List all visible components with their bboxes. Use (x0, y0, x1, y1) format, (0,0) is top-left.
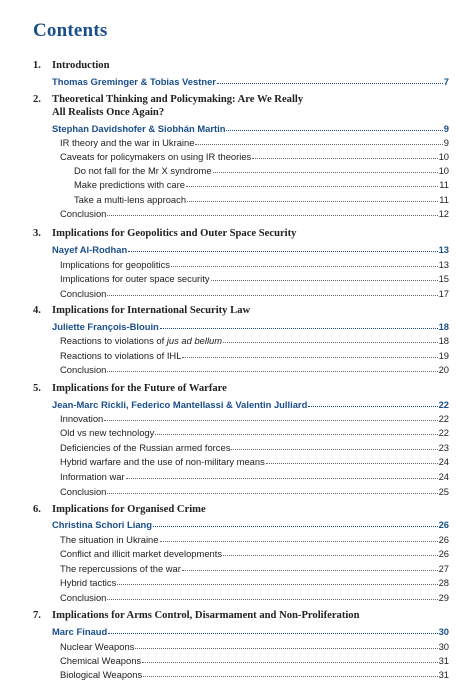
dot-leader (211, 280, 438, 281)
page-number: 31 (438, 669, 449, 680)
dot-leader (143, 676, 437, 677)
toc-entry[interactable] (60, 424, 449, 438)
toc-entry[interactable] (60, 652, 449, 666)
toc-entry[interactable] (60, 347, 449, 361)
dot-leader (308, 406, 437, 407)
section-heading (33, 609, 449, 623)
toc-entry[interactable] (60, 332, 449, 346)
toc-entry[interactable] (60, 531, 449, 545)
toc-entry[interactable] (60, 638, 449, 652)
page-number: 17 (438, 288, 449, 299)
entry-label: Do not fall for the Mr X syndrome (74, 165, 212, 176)
dot-leader (223, 555, 438, 556)
dot-leader (107, 215, 437, 216)
page-number: 7 (443, 76, 449, 87)
dot-leader (160, 541, 438, 542)
authors-label: Juliette François-Blouin (52, 321, 159, 332)
authors-label: Nayef Al-Rodhan (52, 244, 128, 255)
authors-label: Christina Schori Liang (52, 519, 153, 530)
toc-entry[interactable] (60, 666, 449, 680)
page-number: 20 (438, 364, 449, 375)
entry-label: The situation in Ukraine (60, 534, 159, 545)
toc-entry[interactable] (60, 410, 449, 424)
authors-label: Jean-Marc Rickli, Federico Mantellassi & Valentin Julliard (52, 399, 308, 410)
entry-label: Conclusion (60, 208, 107, 219)
section-heading (33, 59, 449, 73)
section-title-continued (52, 106, 449, 120)
dot-leader (107, 493, 437, 494)
entry-label (60, 335, 222, 346)
toc-entry[interactable] (60, 453, 449, 467)
section-title: Introduction (52, 60, 110, 71)
entry-label: Biological Weapons (60, 669, 143, 680)
toc-entry[interactable] (60, 589, 449, 603)
dot-leader (182, 570, 438, 571)
entry-label-italic: jus ad bellum (166, 335, 223, 346)
section-title: Implications for Arms Control, Disarmament and Non-Proliferation (52, 610, 360, 621)
page-number: 9 (443, 123, 449, 134)
section-number: 4. (33, 305, 41, 316)
dot-leader (213, 172, 438, 173)
page-number: 29 (438, 592, 449, 603)
entry-label: Innovation (60, 413, 104, 424)
section-title: Implications for Organised Crime (52, 504, 206, 515)
page-number: 9 (443, 137, 449, 148)
page-number: 12 (438, 208, 449, 219)
page-number: 11 (439, 194, 449, 205)
section-heading (33, 93, 449, 107)
dot-leader (223, 342, 437, 343)
toc-entry[interactable] (60, 361, 449, 375)
dot-leader (231, 449, 437, 450)
toc-entry[interactable] (60, 468, 449, 482)
toc-entry[interactable] (60, 205, 449, 219)
page-number: 24 (438, 471, 449, 482)
section-number: 5. (33, 383, 41, 394)
dot-leader (142, 662, 437, 663)
toc-entry[interactable] (60, 483, 449, 497)
dot-leader (117, 584, 437, 585)
entry-label: Conclusion (60, 364, 107, 375)
entry-label: Old vs new technology (60, 427, 155, 438)
dot-leader (108, 633, 437, 634)
page-number: 31 (438, 655, 449, 666)
toc-entry[interactable] (60, 256, 449, 270)
page-title: Contents (33, 20, 108, 41)
page-number: 22 (438, 399, 449, 410)
page-number: 26 (438, 519, 449, 530)
page-number: 13 (438, 259, 449, 270)
entry-label: Conflict and illicit market developments (60, 548, 223, 559)
toc-entry[interactable] (60, 560, 449, 574)
entry-label: Conclusion (60, 288, 107, 299)
toc-entry[interactable] (60, 545, 449, 559)
page-number: 22 (438, 427, 449, 438)
toc-entry[interactable] (60, 285, 449, 299)
page-number: 28 (438, 577, 449, 588)
dot-leader (252, 158, 437, 159)
authors-label: Thomas Greminger & Tobias Vestner (52, 76, 216, 87)
entry-label: Hybrid warfare and the use of non-military means (60, 456, 265, 467)
toc-entry-authors[interactable] (52, 120, 449, 134)
dot-leader (186, 186, 438, 187)
dot-leader (128, 251, 437, 252)
page-number: 30 (438, 641, 449, 652)
page-number: 11 (439, 179, 449, 190)
entry-label: Deficiencies of the Russian armed forces (60, 442, 231, 453)
dot-leader (155, 434, 437, 435)
dot-leader (182, 357, 437, 358)
toc-entry-authors[interactable] (52, 396, 449, 410)
toc-entry-authors[interactable] (52, 623, 449, 637)
dot-leader (226, 130, 442, 131)
page-number: 10 (438, 151, 449, 162)
page-number: 18 (438, 321, 449, 332)
entry-label: The repercussions of the war (60, 563, 181, 574)
entry-label: Reactions to violations of IHL (60, 350, 182, 361)
toc-entry[interactable] (60, 134, 449, 148)
dot-leader (126, 478, 438, 479)
toc-entry[interactable] (60, 148, 449, 162)
section-title: Implications for the Future of Warfare (52, 383, 227, 394)
toc-entry[interactable] (60, 439, 449, 453)
section-title: Implications for International Security Law (52, 305, 251, 316)
entry-label: Implications for outer space security (60, 273, 210, 284)
section-title: Implications for Geopolitics and Outer Space Security (52, 228, 297, 239)
toc-entry[interactable] (60, 270, 449, 284)
page-number: 22 (438, 413, 449, 424)
toc-entry[interactable] (60, 574, 449, 588)
section-number: 1. (33, 60, 41, 71)
toc-entry[interactable] (74, 176, 449, 190)
entry-label: Implications for geopolitics (60, 259, 170, 270)
page-number: 30 (438, 626, 449, 637)
section-title: Theoretical Thinking and Policymaking: Are We Really (52, 94, 304, 105)
dot-leader (153, 526, 438, 527)
section-number: 7. (33, 610, 41, 621)
entry-label: Chemical Weapons (60, 655, 142, 666)
entry-label: Information war (60, 471, 125, 482)
entry-label: Take a multi-lens approach (74, 194, 187, 205)
dot-leader (187, 201, 438, 202)
section-title-cont: All Realists Once Again? (52, 107, 165, 118)
page-number: 25 (438, 486, 449, 497)
entry-label: Make predictions with care (74, 179, 185, 190)
section-number: 6. (33, 504, 41, 515)
entry-label: Hybrid tactics (60, 577, 117, 588)
section-number: 2. (33, 94, 41, 105)
toc-entry-authors[interactable] (52, 516, 449, 530)
page-number: 19 (438, 350, 449, 361)
toc-entry[interactable] (74, 162, 449, 176)
page-number: 27 (438, 563, 449, 574)
page-number: 13 (438, 244, 449, 255)
section-heading (33, 382, 449, 396)
page-number: 15 (438, 273, 449, 284)
section-heading (33, 503, 449, 517)
dot-leader (107, 371, 437, 372)
page-number: 18 (438, 335, 449, 346)
authors-label: Marc Finaud (52, 626, 108, 637)
entry-label: Nuclear Weapons (60, 641, 135, 652)
dot-leader (107, 295, 437, 296)
entry-label: Conclusion (60, 592, 107, 603)
page-number: 10 (438, 165, 449, 176)
dot-leader (171, 266, 438, 267)
page-number: 26 (438, 548, 449, 559)
dot-leader (107, 599, 437, 600)
dot-leader (266, 463, 438, 464)
authors-label: Stephan Davidshofer & Siobhán Martin (52, 123, 226, 134)
entry-label: Caveats for policymakers on using IR theories (60, 151, 252, 162)
dot-leader (217, 83, 443, 84)
page-number: 23 (438, 442, 449, 453)
page-number: 26 (438, 534, 449, 545)
entry-label: Conclusion (60, 486, 107, 497)
dot-leader (160, 328, 438, 329)
section-heading (33, 227, 449, 241)
entry-label: IR theory and the war in Ukraine (60, 137, 195, 148)
toc-entry-authors[interactable] (52, 318, 449, 332)
dot-leader (195, 144, 442, 145)
section-heading (33, 304, 449, 318)
page-number: 24 (438, 456, 449, 467)
toc-entry-authors[interactable] (52, 241, 449, 255)
toc-entry-authors[interactable] (52, 73, 449, 87)
dot-leader (135, 648, 437, 649)
toc-entry[interactable] (74, 191, 449, 205)
entry-label-text: Reactions to violations of (60, 335, 167, 346)
dot-leader (104, 420, 437, 421)
section-number: 3. (33, 228, 41, 239)
